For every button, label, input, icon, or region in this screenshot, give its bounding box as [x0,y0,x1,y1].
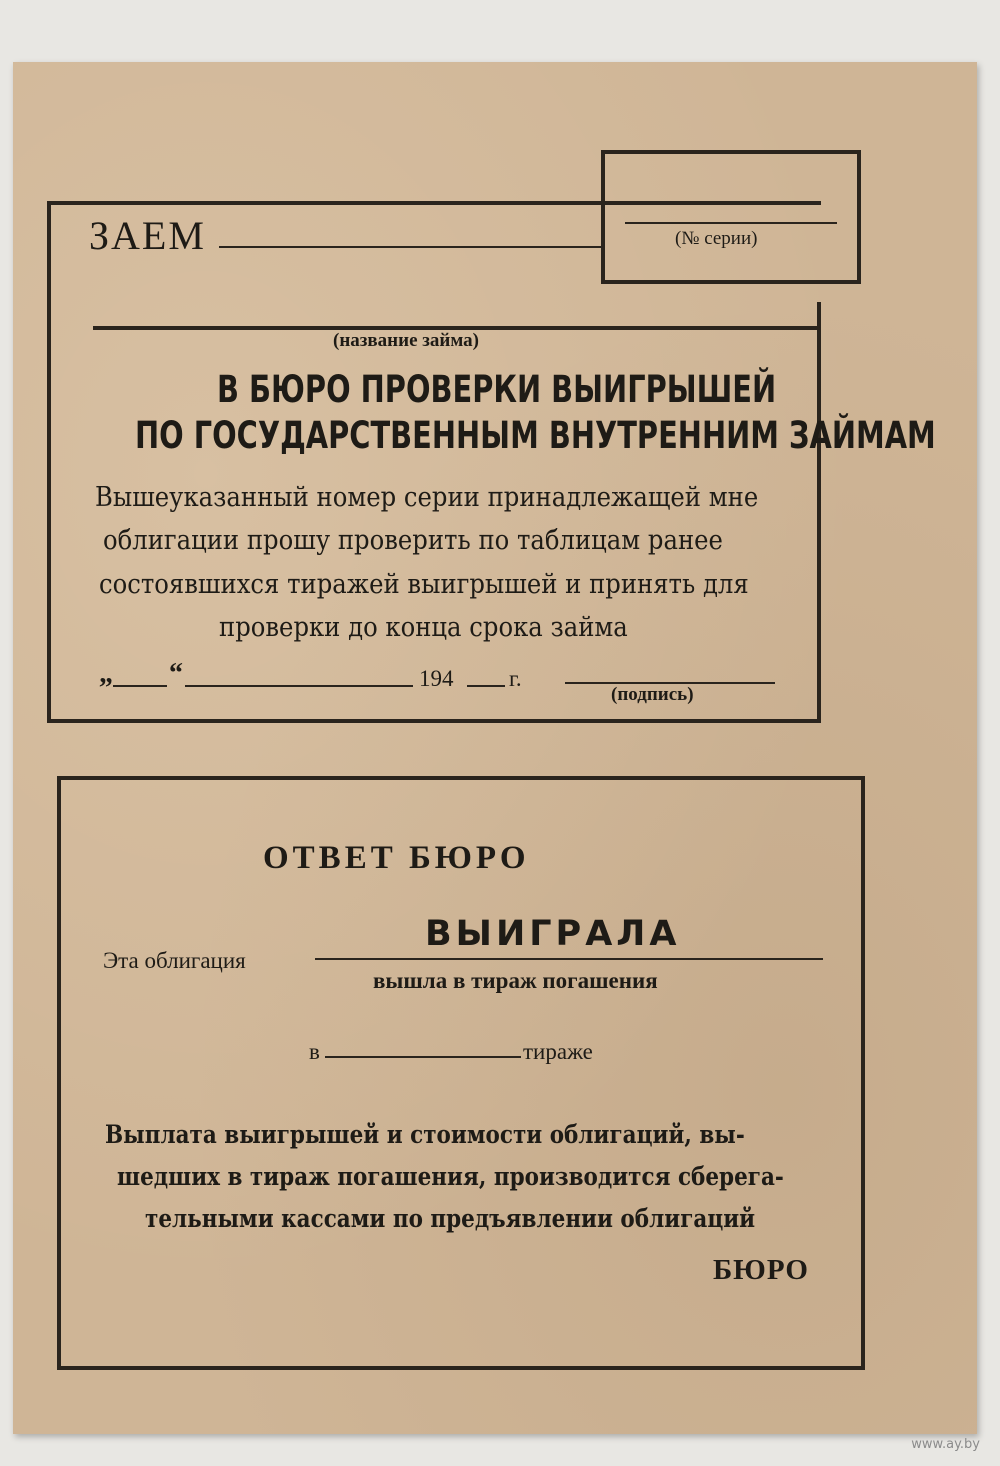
postcard [13,62,977,1434]
request-body-line1: Вышеуказанный номер серии принадлежащей мне [95,482,759,513]
payout-note-line3: тельными кассами по предъявлении облигаций [145,1204,756,1233]
request-body-line2: облигации прошу проверить по таблицам ранее [103,525,723,556]
draw-number-line [325,1056,521,1058]
date-quote-open: „ [99,658,113,689]
series-number-line [625,222,837,224]
date-year-line [467,685,505,687]
loan-name-line [219,246,601,248]
request-heading-line1: В БЮРО ПРОВЕРКИ ВЫИГРЫШЕЙ [217,368,777,411]
payout-note-line1: Выплата выигрышей и стоимости облигаций, вы- [105,1120,745,1149]
drawn-text: вышла в тираж погашения [373,968,658,993]
watermark: www.ay.by [911,1437,980,1452]
date-day-line [113,685,167,687]
draw-label: тираже [523,1039,593,1064]
bond-result-line [315,958,823,960]
series-caption: (№ серии) [675,228,758,249]
request-body-line4: проверки до конца срока займа [219,612,628,643]
signature-caption: (подпись) [611,684,694,705]
answer-title: ОТВЕТ БЮРО [263,840,530,876]
in-label: в [309,1039,320,1064]
loan-label: ЗАЕМ [89,213,206,258]
won-stamp: ВЫИГРАЛА [425,914,681,954]
payout-note-line2: шедших в тираж погашения, производится сберега- [117,1162,784,1191]
date-year-suffix: г. [509,666,522,691]
frame-right-edge [817,302,821,722]
request-body-line3: состоявшихся тиражей выигрышей и принять для [99,569,749,600]
request-heading-line2: ПО ГОСУДАРСТВЕННЫМ ВНУТРЕННИМ ЗАЙМАМ [135,414,936,457]
date-year: 194 [419,666,454,691]
date-month-line [185,685,413,687]
loan-name-caption: (название займа) [333,330,479,351]
series-box [601,150,861,284]
bond-label: Эта облигация [103,948,246,973]
date-quote-close: “ [169,658,183,689]
bureau-signature: БЮРО [713,1254,809,1286]
